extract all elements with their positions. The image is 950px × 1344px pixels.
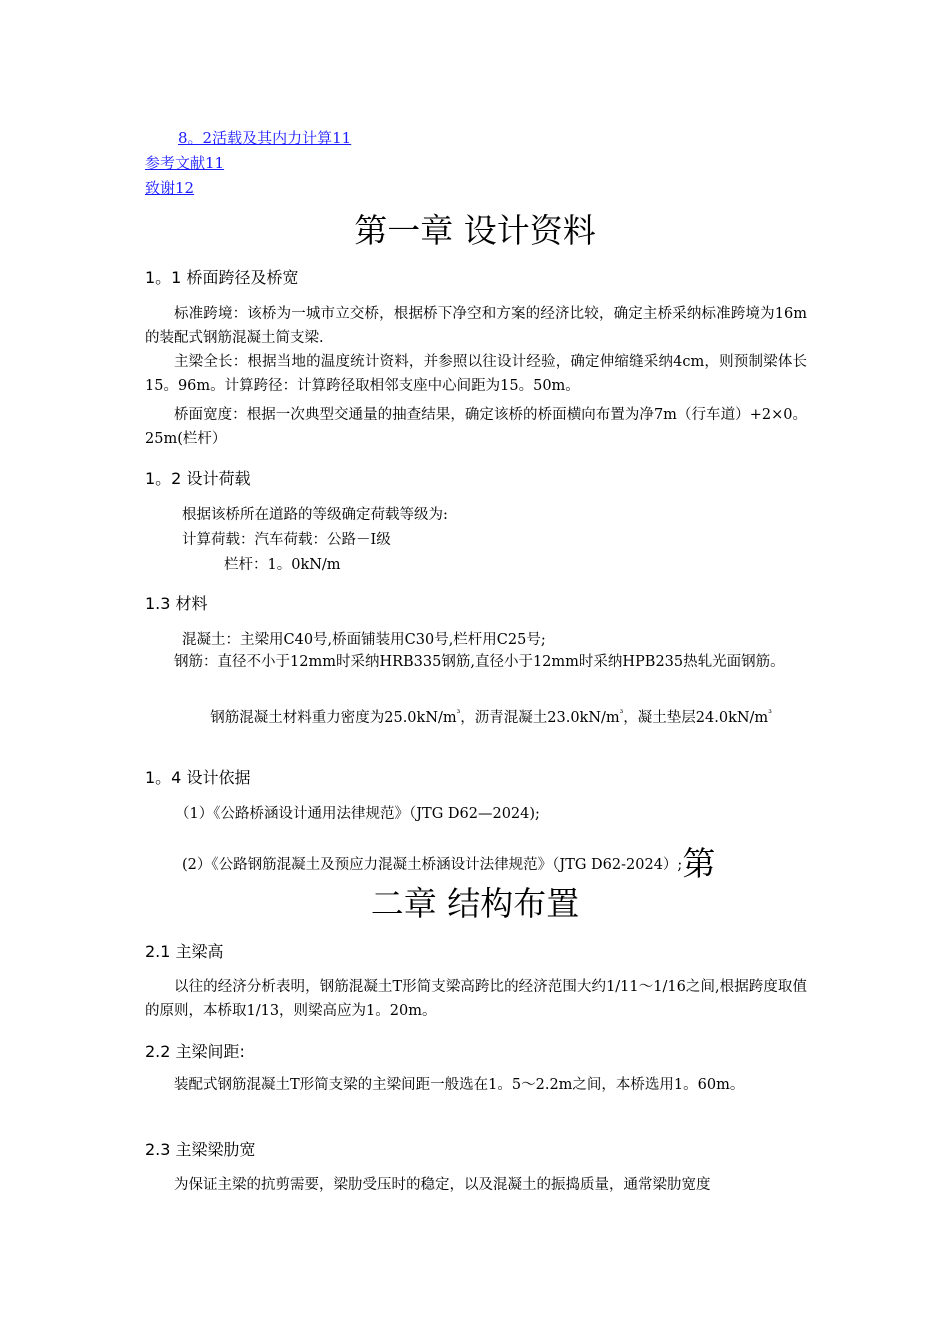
section-1-4-line-2: (2）《公路钢筋混凝土及预应力混凝土桥涵设计法律规范》（JTG D62-2024）;第 [182,844,716,883]
section-2-3-heading: 2.3 主梁梁肋宽 [145,1140,256,1159]
section-2-1-paragraph: 以往的经济分析表明，钢筋混凝土T形简支梁高跨比的经济范围大约1/11～1/16之间,根据跨度取值的原则，本桥取1/13，则梁高应为1。20m。 [145,979,807,1019]
section-1-2-line-3: 栏杆：1。0kN/m [224,557,341,573]
toc-link-references[interactable]: 参考文献11 [145,154,225,172]
section-1-4-heading: 1。4 设计依据 [145,768,251,787]
section-1-2-heading: 1。2 设计荷载 [145,469,251,488]
density-steel-concrete: 钢筋混凝土材料重力密度为25.0kN/m [210,709,457,726]
section-1-3-heading: 1.3 材料 [145,594,208,613]
toc-link-acknowledgements[interactable]: 致谢12 [145,179,195,197]
section-1-4-line-1: （1）《公路桥涵设计通用法律规范》（JTG D62—2024); [175,806,540,822]
section-1-2-line-2: 计算荷载：汽车荷载：公路－Ⅰ级 [182,532,391,548]
density-cushion: ，凝土垫层24.0kN/m [623,709,769,726]
section-2-1-heading: 2.1 主梁高 [145,942,224,961]
section-1-1-paragraph-1: 标准跨境：该桥为一城市立交桥，根据桥下净空和方案的经济比较，确定主桥采纳标准跨境为16m的装配式钢筋混凝土简支梁. [145,306,807,346]
section-1-3-line-1: 混凝土：主梁用C40号,桥面铺装用C30号,栏杆用C25号; [182,632,546,648]
chapter-2-title: 二章 结构布置 [370,884,580,923]
section-1-3-paragraph-2: 钢筋：直径不小于12mm时采纳HRB335钢筋,直径小于12mm时采纳HPB235热轧光面钢筋。 [174,654,785,670]
toc-link-8-2[interactable]: 8。2活载及其内力计算11 [178,129,352,147]
chapter-1-title: 第一章 设计资料 [354,211,596,250]
section-1-1-paragraph-2: 主梁全长：根据当地的温度统计资料，并参照以往设计经验，确定伸缩缝采纳4cm，则预制梁体长15。96m。计算跨径：计算跨径取相邻支座中心间距为15。50m。 [145,354,807,394]
section-1-3-paragraph-3: 钢筋混凝土材料重力密度为$25.0kN/m^{^3}$，沥青混凝土$23.0kN/m^{^3}$，凝土垫层$24.0kN/m^{^3}$ [210,709,772,726]
density-asphalt: ，沥青混凝土23.0kN/m [460,709,620,726]
section-2-2-paragraph: 装配式钢筋混凝土T形简支梁的主梁间距一般选在1。5～2.2m之间，本桥选用1。60m。 [174,1077,745,1093]
section-2-3-paragraph: 为保证主梁的抗剪需要，梁肋受压时的稳定，以及混凝土的振捣质量，通常梁肋宽度 [174,1177,711,1193]
section-1-1-heading: 1。1 桥面跨径及桥宽 [145,268,299,287]
chapter-2-title-part-1: 第 [682,844,716,883]
section-2-2-heading: 2.2 主梁间距: [145,1042,245,1061]
section-1-1-paragraph-3: 桥面宽度：根据一次典型交通量的抽查结果，确定该桥的桥面横向布置为净7m（行车道）+2×0。25m(栏杆） [145,407,807,447]
section-1-2-line-1: 根据该桥所在道路的等级确定荷载等级为: [182,507,448,523]
